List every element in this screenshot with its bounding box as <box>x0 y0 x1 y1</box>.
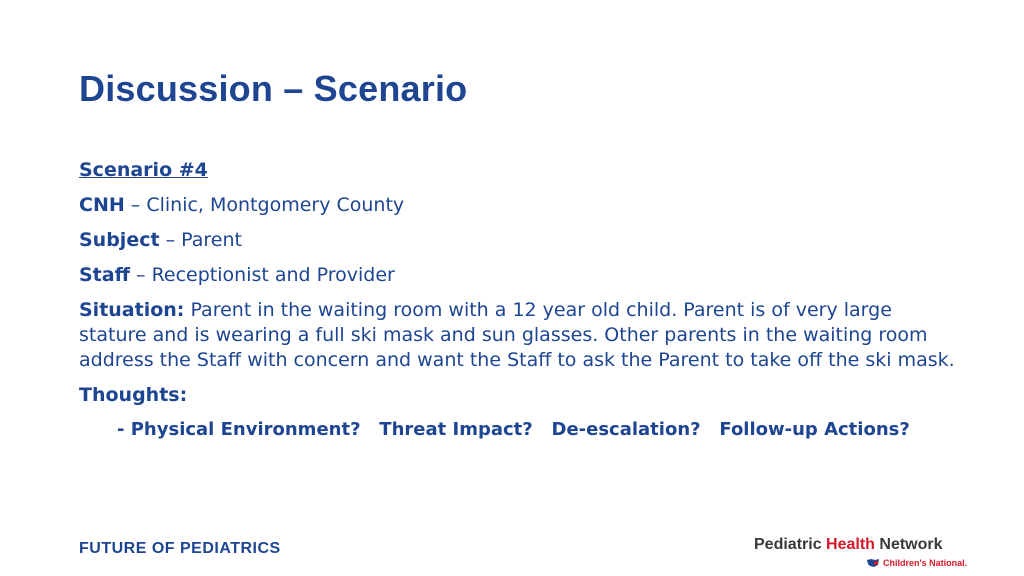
thoughts-label: Thoughts: <box>79 384 188 406</box>
detail-row-subject <box>79 228 959 252</box>
logo-subline-text: Children's National. <box>883 558 968 568</box>
logo-wordmark <box>754 536 964 554</box>
childrens-national-icon <box>866 558 880 568</box>
detail-text: – Receptionist and Provider <box>129 264 395 286</box>
detail-row-cnh <box>79 193 959 217</box>
scenario-heading-line <box>79 158 959 182</box>
thoughts-items: - Physical Environment? Threat Impact? De-escalation? Follow-up Actions? <box>117 419 910 440</box>
detail-row-staff <box>79 263 959 287</box>
detail-text: – Parent <box>159 229 242 251</box>
slide-content <box>79 158 959 442</box>
situation-paragraph <box>79 298 959 373</box>
scenario-heading: Scenario #4 <box>79 159 208 181</box>
logo-word-network: Network <box>874 536 943 553</box>
detail-label: CNH <box>79 194 125 216</box>
footer-tagline: FUTURE OF PEDIATRICS <box>79 540 281 557</box>
thoughts-heading-line <box>79 383 959 407</box>
logo-word-pediatric: Pediatric <box>754 536 827 553</box>
slide-title: Discussion – Scenario <box>79 68 468 109</box>
detail-label: Staff <box>79 264 130 286</box>
situation-label: Situation: <box>79 299 185 321</box>
detail-text: – Clinic, Montgomery County <box>124 194 405 216</box>
pediatric-health-network-logo <box>754 536 968 572</box>
detail-label: Subject <box>79 229 160 251</box>
logo-word-health: Health <box>826 536 875 553</box>
logo-subline <box>866 558 967 568</box>
situation-text: Parent in the waiting room with a 12 year old child. Parent is of very large stature and is wearing a full ski mask and sun glasses. Other parents in the waiting room address the Staff with concern and want the Staff to ask the Parent to take off the ski mask. <box>79 299 955 371</box>
